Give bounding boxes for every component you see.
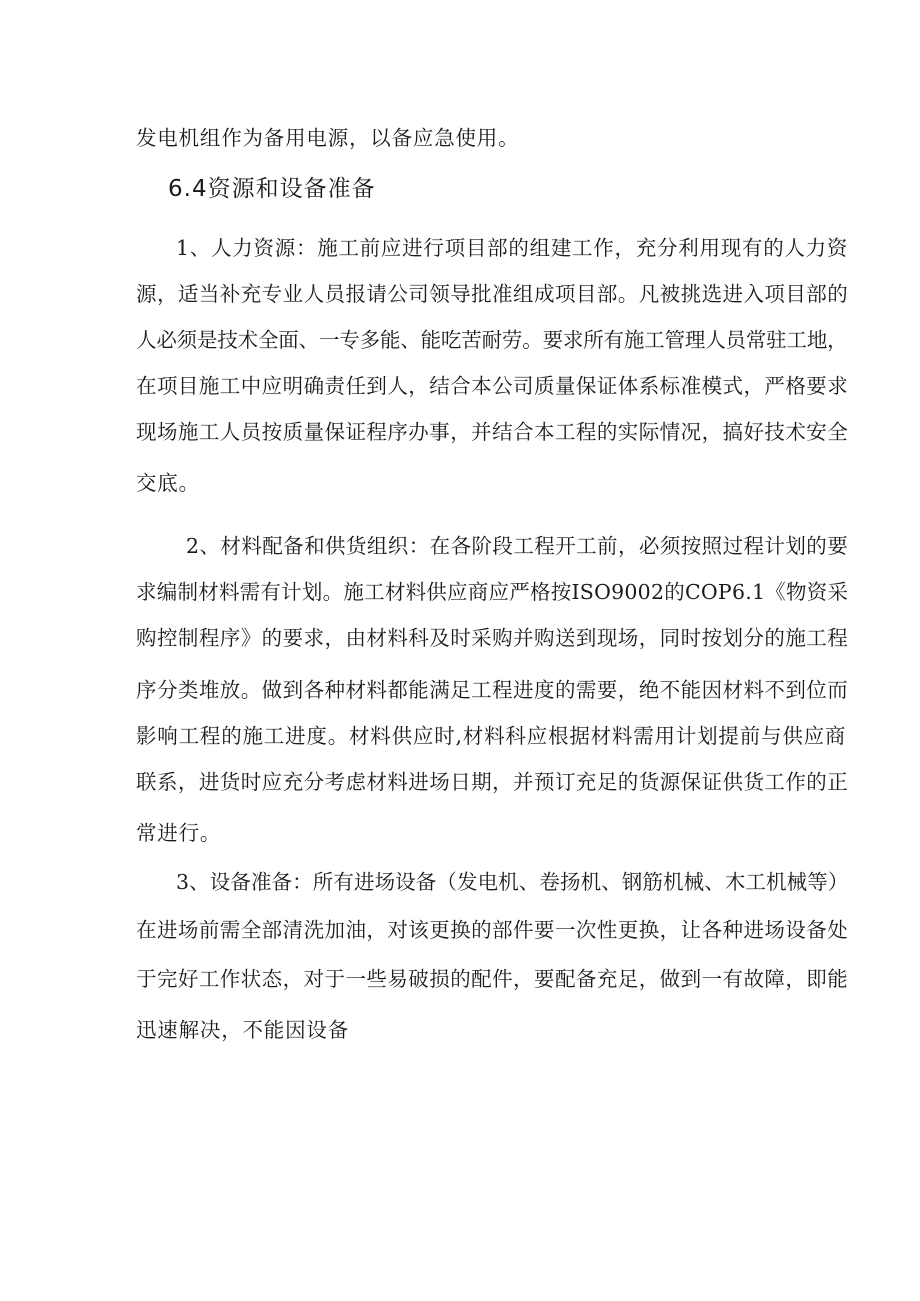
- paragraph-line: 求编制材料需有计划。施工材料供应商应严格按ISO9002的COP6.1《物资采: [136, 580, 849, 604]
- paragraph-line: 购控制程序》的要求，由材料科及时采购并购送到现场，同时按划分的施工程: [136, 626, 849, 650]
- paragraph-line: 于完好工作状态，对于一些易破损的配件，要配备充足，做到一有故障，即能: [136, 967, 849, 991]
- paragraph-line: 迅速解决，不能因设备: [136, 1018, 349, 1042]
- paragraph-line: 在项目施工中应明确责任到人，结合本公司质量保证体系标准模式，严格要求: [136, 374, 849, 398]
- paragraph-line: 常进行。: [136, 821, 222, 845]
- paragraph-line: 影响工程的施工进度。材料供应时,材料科应根据材料需用计划提前与供应商: [136, 724, 847, 748]
- paragraph-line: 3、设备准备：所有进场设备（发电机、卷扬机、钢筋机械、木工机械等）: [176, 870, 849, 894]
- intro-text-line: 发电机组作为备用电源，以备应急使用。: [136, 126, 520, 150]
- paragraph-line: 源，适当补充专业人员报请公司领导批准组成项目部。凡被挑选进入项目部的: [136, 282, 849, 306]
- paragraph-line: 交底。: [136, 471, 200, 495]
- paragraph-line: 2、材料配备和供货组织：在各阶段工程开工前，必须按照过程计划的要: [186, 534, 849, 558]
- paragraph-line: 1、人力资源：施工前应进行项目部的组建工作，充分利用现有的人力资: [176, 236, 849, 260]
- section-heading: 6.4资源和设备准备: [168, 176, 376, 202]
- paragraph-line: 序分类堆放。做到各种材料都能满足工程进度的需要，绝不能因材料不到位而: [136, 678, 849, 702]
- paragraph-line: 联系，进货时应充分考虑材料进场日期，并预订充足的货源保证供货工作的正: [136, 770, 849, 794]
- paragraph-line: 人必须是技术全面、一专多能、能吃苦耐劳。要求所有施工管理人员常驻工地，: [136, 328, 848, 352]
- paragraph-line: 在进场前需全部清洗加油，对该更换的部件要一次性更换，让各种进场设备处: [136, 918, 849, 942]
- paragraph-line: 现场施工人员按质量保证程序办事，并结合本工程的实际情况，搞好技术安全: [136, 420, 849, 444]
